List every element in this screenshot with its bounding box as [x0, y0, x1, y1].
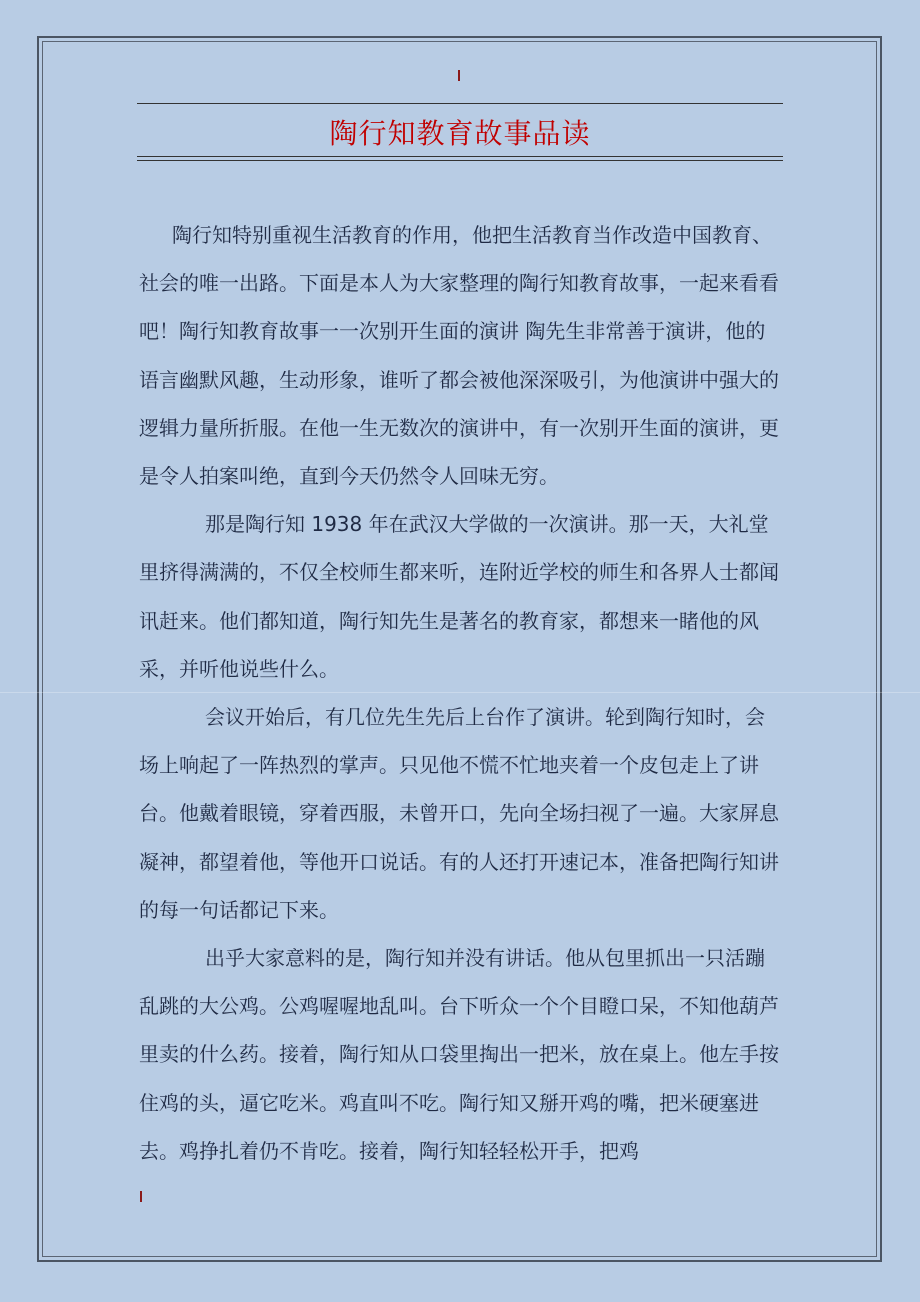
paragraph-2: 那是陶行知 1938 年在武汉大学做的一次演讲。那一天，大礼堂里挤得满满的，不仅全校师生都来听，连附近学校的师生和各界人士都闻讯赶来。他们都知道，陶行知先生是著名的教育家，都想来一睹他的风采，并听他说些什么。 [139, 512, 779, 681]
paragraph-4: 出乎大家意料的是，陶行知并没有讲话。他从包里抓出一只活蹦乱跳的大公鸡。公鸡喔喔地乱叫。台下听众一个个目瞪口呆，不知他葫芦里卖的什么药。接着，陶行知从口袋里掏出一把米，放在桌上。他左手按住鸡的头，逼它吃米。鸡直叫不吃。陶行知又掰开鸡的嘴，把米硬塞进去。鸡挣扎着仍不肯吃。接着，陶行知轻轻松开手，把鸡 [139, 946, 779, 1163]
paragraph-1: 陶行知特别重视生活教育的作用，他把生活教育当作改造中国教育、社会的唯一出路。下面是本人为大家整理的陶行知教育故事，一起来看看吧！陶行知教育故事一一次别开生面的演讲 陶先生非常善于演讲，他的语言幽默风趣，生动形象，谁听了都会被他深深吸引，为他演讲中强大的逻辑力量所折服。在他一生无数次的演讲中，有一次别开生面的演讲，更是令人拍案叫绝，直到今天仍然令人回味无穷。 [139, 223, 779, 489]
title-rule-bottom [137, 160, 783, 161]
document-body [139, 211, 784, 1175]
paragraph-3: 会议开始后，有几位先生先后上台作了演讲。轮到陶行知时，会场上响起了一阵热烈的掌声。只见他不慌不忙地夹着一个皮包走上了讲台。他戴着眼镜，穿着西服，未曾开口，先向全场扫视了一遍。大家屏息凝神，都望着他，等他开口说话。有的人还打开速记本，准备把陶行知讲的每一句话都记下来。 [139, 705, 779, 922]
footer-mark [140, 1191, 142, 1202]
document-title: 陶行知教育故事品读 [329, 117, 591, 150]
title-rule-top [137, 156, 783, 157]
header-rule [137, 103, 783, 104]
header-mark [458, 70, 460, 81]
